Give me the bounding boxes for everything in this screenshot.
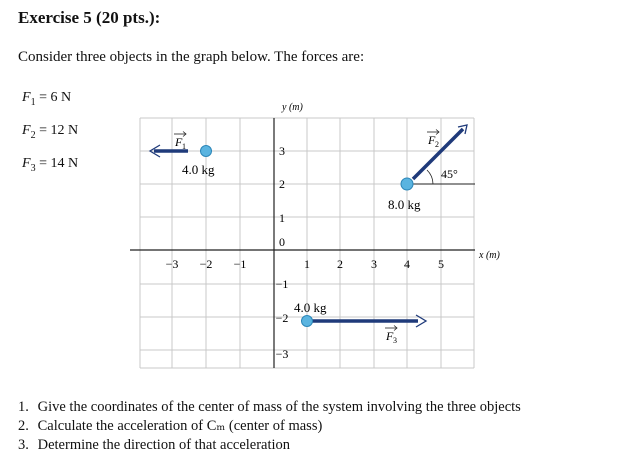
grid-lines [140,118,474,368]
x-tick: −3 [165,257,179,271]
question-2-text: Calculate the acceleration of Cₘ (center of mass) [37,418,323,434]
question-2-number: 2. [18,418,29,434]
mass-3-label: 4.0 kg [294,300,327,315]
force-3-value: 14 N [50,155,79,171]
mass-3-dot [302,316,313,327]
svg-text:3: 3 [393,336,397,345]
mass-1-dot [201,146,212,157]
svg-text:F: F [428,133,436,147]
svg-text:F: F [175,135,183,149]
force-1-vector-label [174,132,186,152]
question-list [18,398,521,455]
question-3-number: 3. [18,437,29,453]
question-3-text: Determine the direction of that acceleration [37,437,291,453]
svg-text:2: 2 [435,140,439,149]
force-1-value: 6 N [50,90,72,105]
y-tick: 2 [279,177,285,191]
y-axis-label: y (m) [282,102,303,113]
angle-label: 45° [441,167,458,181]
y-tick: −3 [275,347,289,361]
force-2-row: $F_2 = 12$ N [22,122,79,141]
mass-1-label: 4.0 kg [182,162,215,177]
force-diagram [130,96,520,376]
axes [130,118,475,368]
x-axis-label: x (m) [479,250,500,261]
question-2 [18,417,521,436]
force-3-sub: 3 [30,162,36,174]
x-tick: −2 [199,257,213,271]
x-tick: 5 [438,257,444,271]
y-tick: 1 [279,211,285,225]
force-2-sub: 2 [30,129,36,141]
x-tick: 1 [304,257,310,271]
y-tick: 0 [279,235,285,249]
y-tick-labels [276,144,289,361]
force-1-symbol: F [22,90,31,105]
y-tick: −1 [275,277,289,291]
question-1-text: Give the coordinates of the center of mass of the system involving the three objects [37,399,521,415]
force-1-row: $F_1 = 6$ N [22,90,72,108]
mass-2-dot [401,178,413,190]
exercise-title: Exercise 5 (20 pts.): [18,8,161,27]
force-3-vector-label [385,326,397,346]
force-2-vector-label [427,130,439,150]
forces-list [22,84,78,182]
svg-text:1: 1 [182,142,186,151]
question-3 [18,436,521,455]
question-1-number: 1. [18,399,29,415]
force-2-symbol: F [22,122,31,138]
y-tick: −2 [275,311,289,325]
question-1 [18,398,521,417]
svg-text:F: F [386,329,394,343]
exercise-intro: Consider three objects in the graph below. The forces are: [18,49,365,65]
force-3-row: $F_3 = 14$ N [22,155,79,174]
x-tick: 3 [371,257,377,271]
angle-arc [427,170,433,184]
x-tick: 4 [404,257,410,271]
mass-2-label: 8.0 kg [388,197,421,212]
force-1-sub: 1 [30,96,36,108]
x-tick-labels [166,257,444,271]
force-2-value: 12 N [50,122,79,138]
x-tick: 2 [337,257,343,271]
y-tick: 3 [279,144,285,158]
x-tick: −1 [233,257,247,271]
force-3-symbol: F [22,155,31,171]
